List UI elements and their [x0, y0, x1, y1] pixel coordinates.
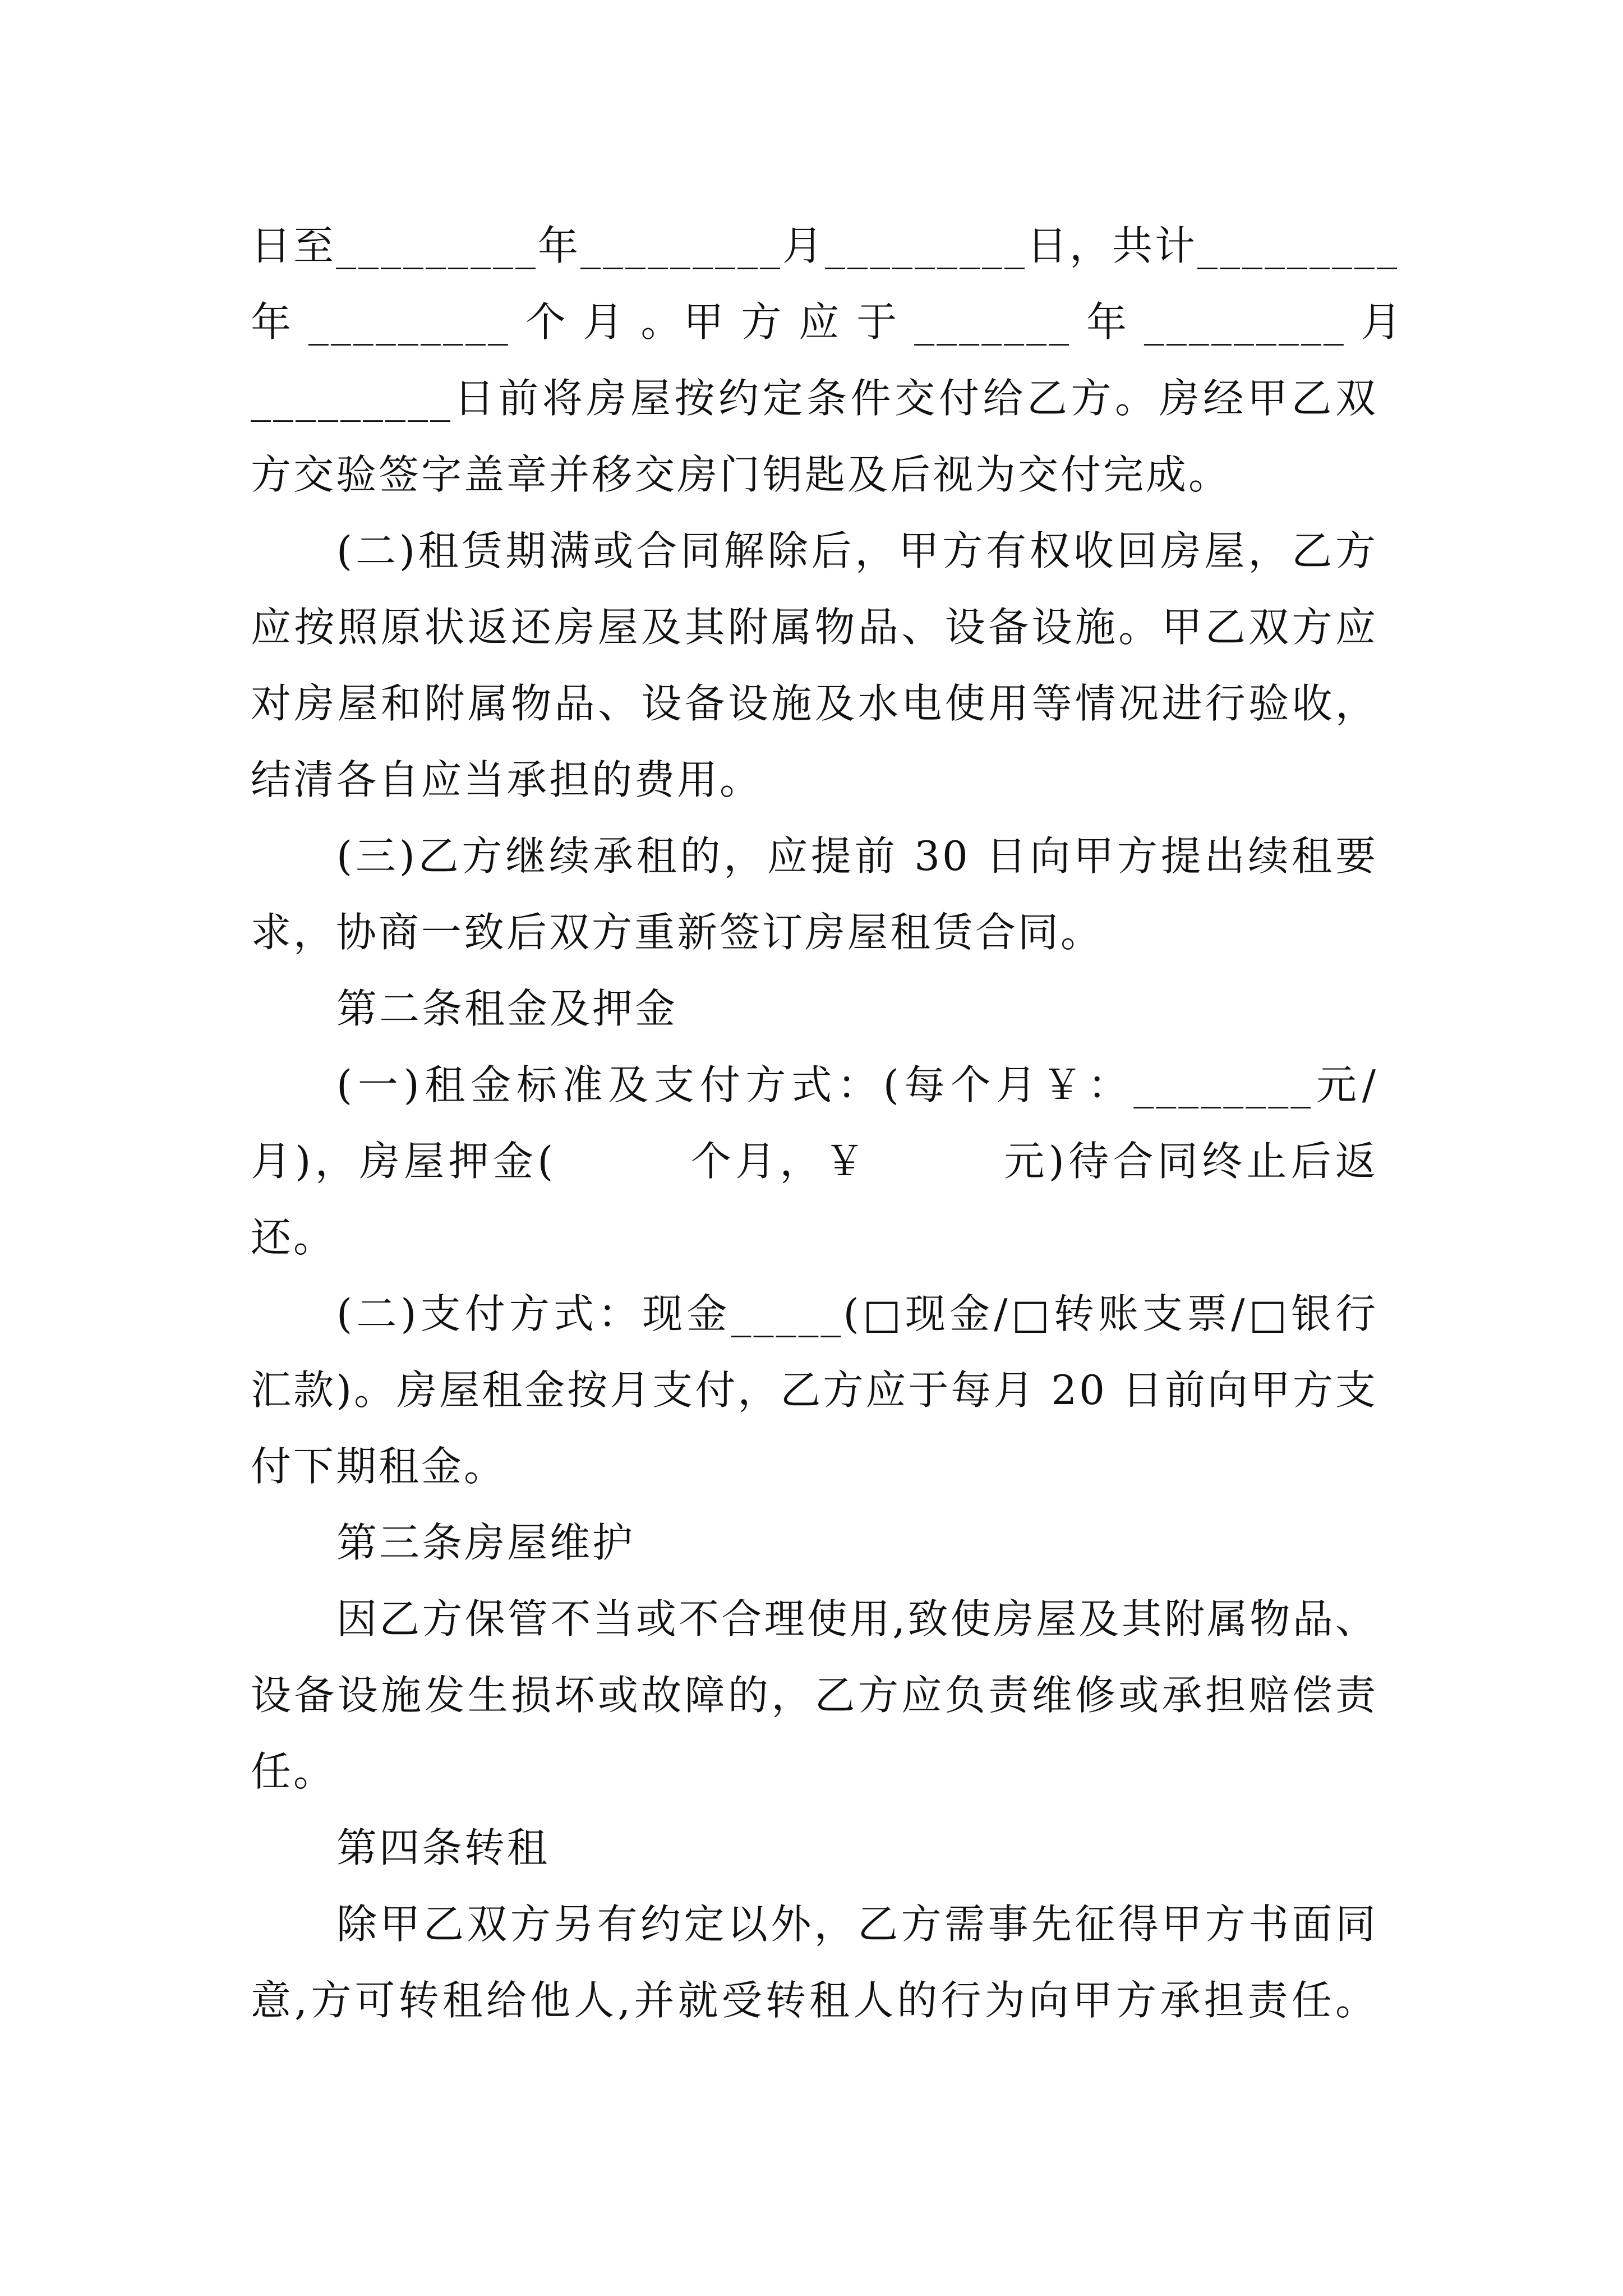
paragraph-first-line: (二)租赁期满或合同解除后，甲方有权收回房屋，乙方	[336, 527, 1378, 574]
section-heading: 第四条转租	[336, 1824, 550, 1871]
paragraph-first-line: (一)租金标准及支付方式：(每个月￥：________元/	[336, 1061, 1378, 1108]
text-line: 方交验签字盖章并移交房门钥匙及后视为交付完成。	[251, 451, 1232, 498]
text-line: 结清各自应当承担的费用。	[251, 756, 763, 803]
section-heading: 第三条房屋维护	[336, 1519, 635, 1566]
text-line: 月)，房屋押金( 个月，￥ 元)待合同终止后返	[251, 1138, 1378, 1185]
text-line: 任。	[251, 1748, 336, 1795]
text-line: 汇款)。房屋租金按月支付，乙方应于每月 20 日前向甲方支	[251, 1366, 1378, 1414]
text-line: 求，协商一致后双方重新签订房屋租赁合同。	[251, 909, 1104, 956]
text-line: 日至_________年_________月_________日，共计_________	[251, 222, 1400, 269]
text-line: 年 _________ 个 月 。甲 方 应 于 _______ 年 _________ 月	[251, 298, 1404, 346]
section-heading: 第二条租金及押金	[336, 985, 678, 1032]
text-line: 付下期租金。	[251, 1443, 507, 1490]
text-line: _________日前将房屋按约定条件交付给乙方。房经甲乙双	[251, 375, 1378, 422]
text-line: 还。	[251, 1214, 336, 1261]
text-line: 设备设施发生损坏或故障的，乙方应负责维修或承担赔偿责	[251, 1672, 1378, 1719]
paragraph-first-line: (三)乙方继续承租的，应提前 30 日向甲方提出续租要	[336, 832, 1378, 880]
text-line: 对房屋和附属物品、设备设施及水电使用等情况进行验收，	[251, 680, 1378, 727]
paragraph-first-line: (二)支付方式：现金_____(□现金/□转账支票/□银行	[336, 1290, 1378, 1337]
paragraph-first-line: 除甲乙双方另有约定以外，乙方需事先征得甲方书面同	[336, 1901, 1378, 1948]
text-line: 意,方可转租给他人,并就受转租人的行为向甲方承担责任。	[251, 1977, 1378, 2024]
text-line: 应按照原状返还房屋及其附属物品、设备设施。甲乙双方应	[251, 604, 1378, 651]
paragraph-first-line: 因乙方保管不当或不合理使用,致使房屋及其附属物品、	[336, 1595, 1378, 1642]
